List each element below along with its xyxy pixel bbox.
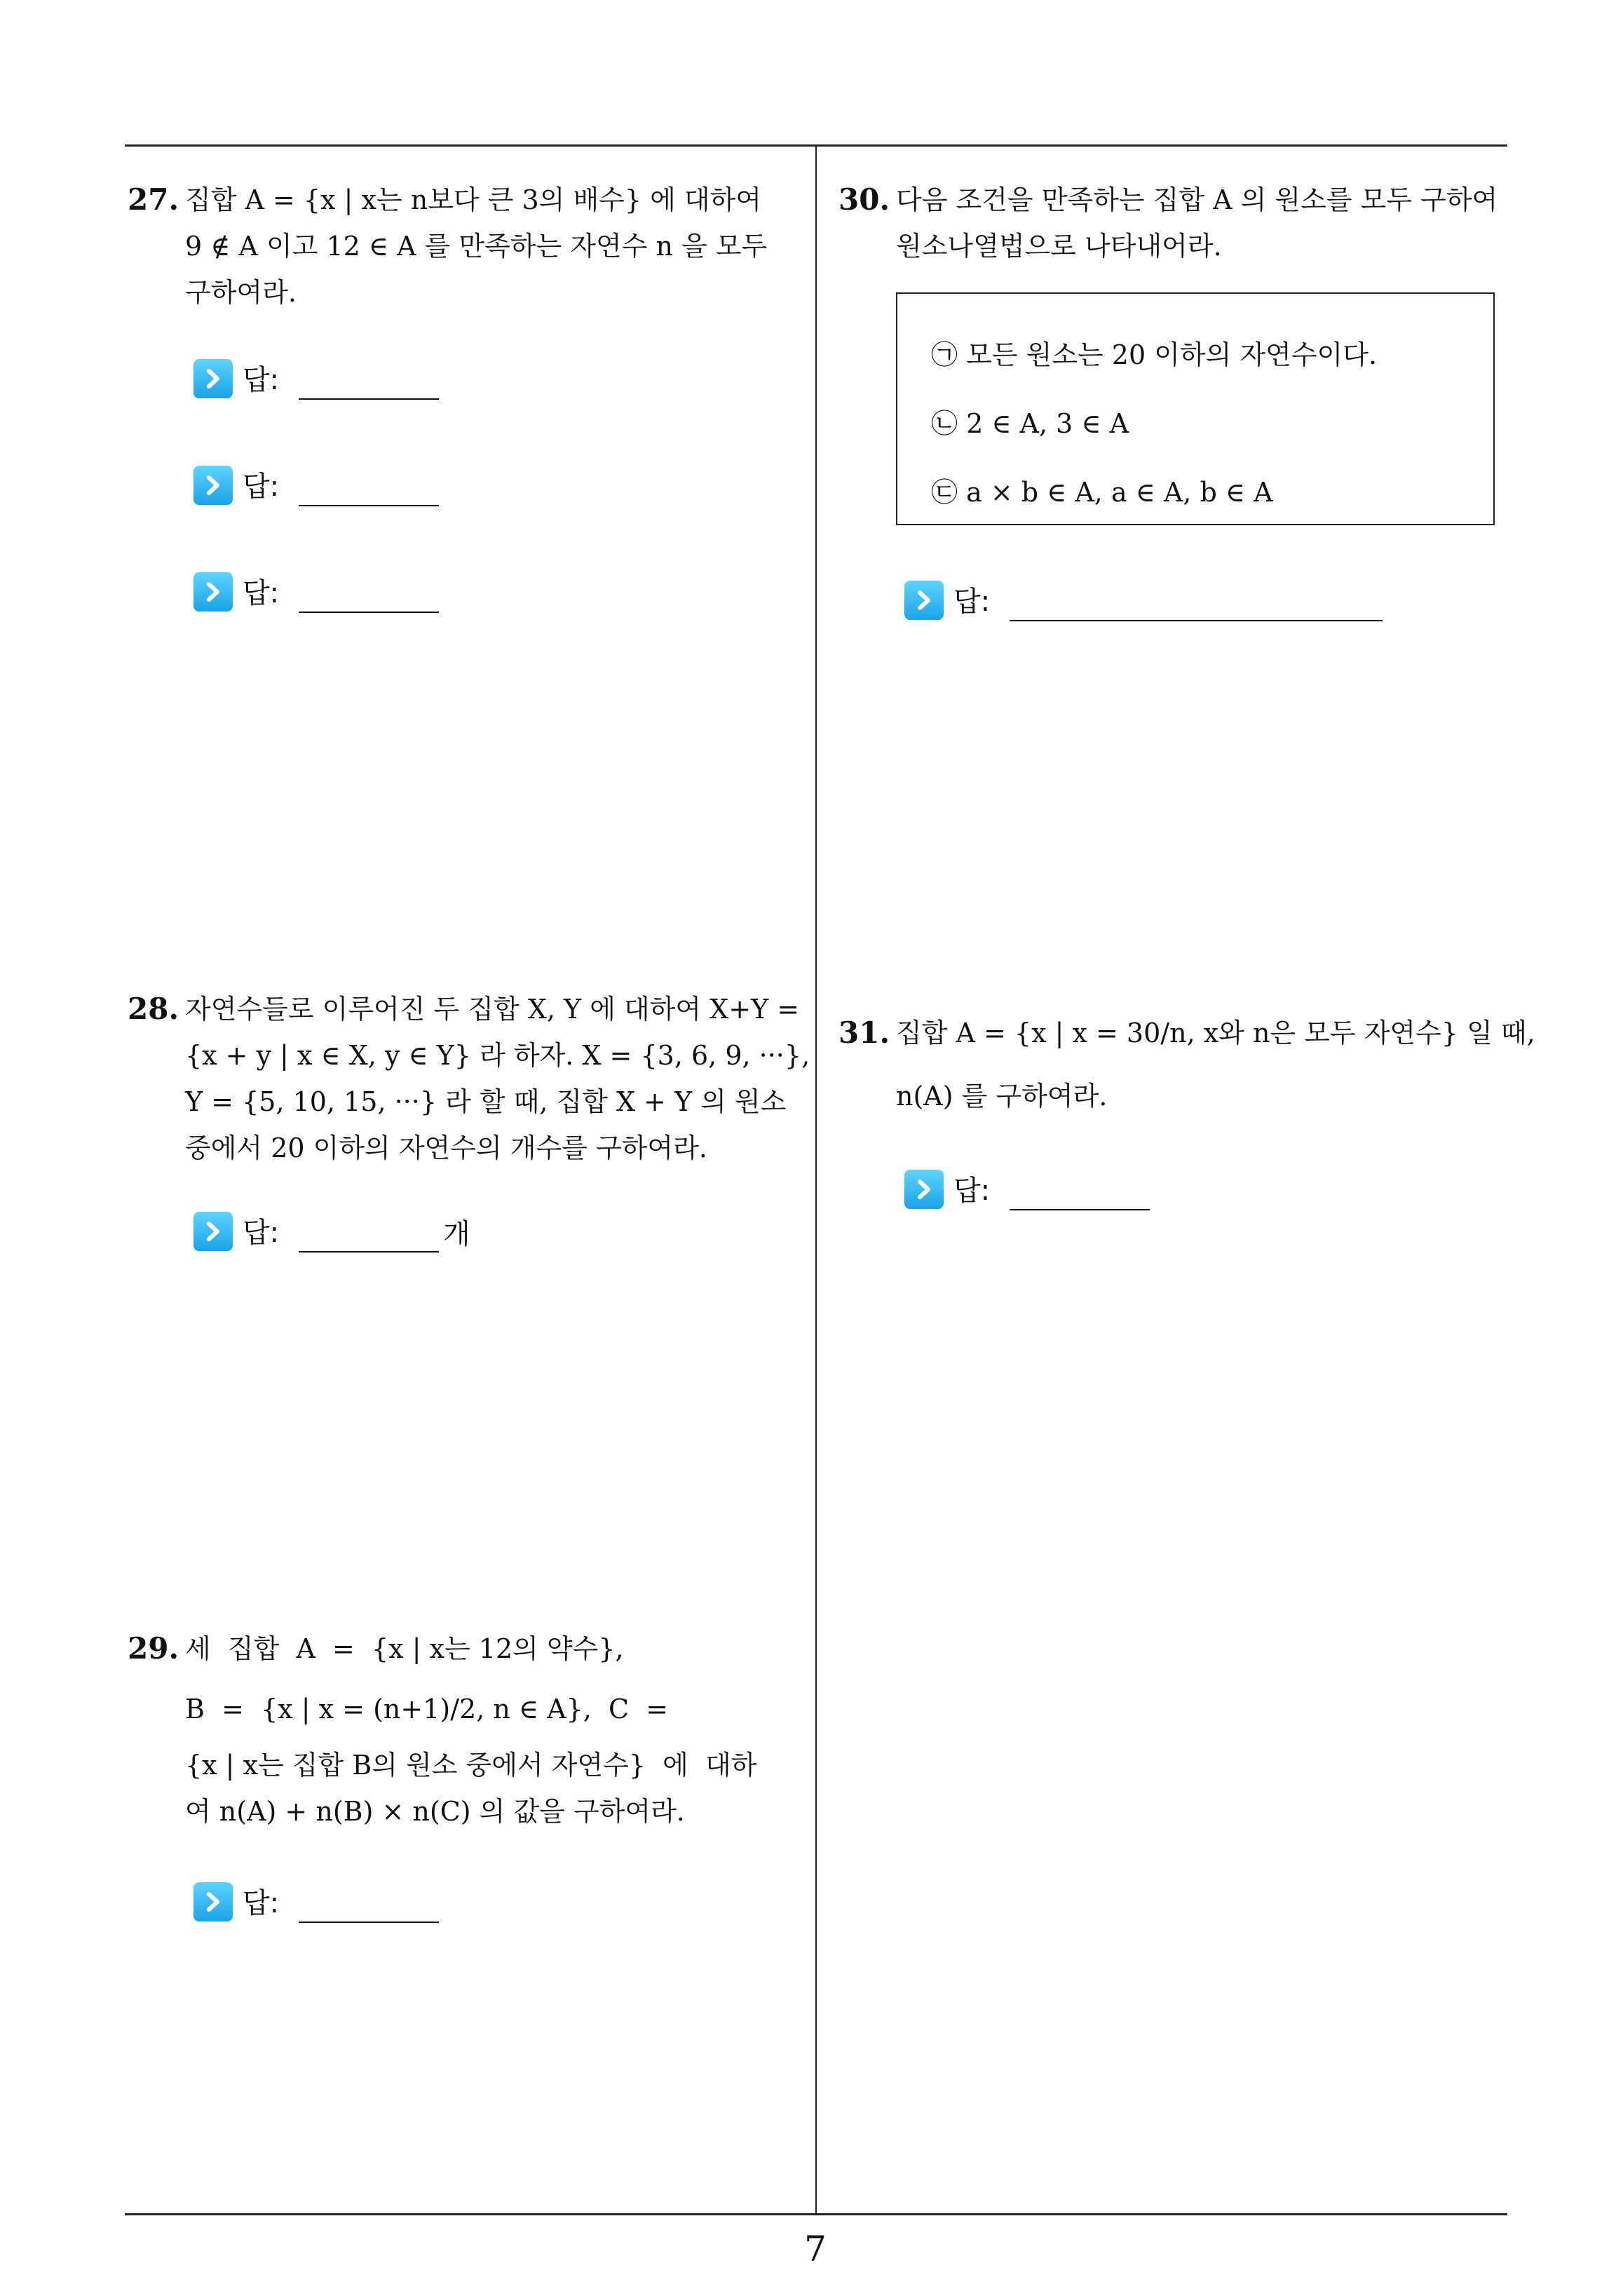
chevron-right-icon xyxy=(193,359,233,398)
answer-label: 답: xyxy=(243,577,280,609)
answer-label: 답: xyxy=(243,364,280,396)
answer-unit: 개 xyxy=(443,1218,470,1250)
answer-label: 답: xyxy=(953,1175,991,1207)
problem-number: 27. xyxy=(128,182,179,217)
condition-item: ㉠ 모든 원소는 20 이하의 자연수이다. xyxy=(931,339,1378,370)
problem-text-line: {x + y | x ∈ X, y ∈ Y} 라 하자. X = {3, 6, 9, ···}, xyxy=(185,1040,810,1071)
problem-number: 28. xyxy=(128,992,179,1026)
problem-number: 31. xyxy=(838,1015,890,1050)
chevron-right-icon xyxy=(193,466,233,505)
answer-blank[interactable] xyxy=(299,505,439,506)
chevron-right-icon xyxy=(193,1212,233,1251)
problem-text-line: 자연수들로 이루어진 두 집합 X, Y 에 대하여 X+Y = xyxy=(185,994,800,1025)
problem-text-line: Y = {5, 10, 15, ···} 라 할 때, 집합 X + Y 의 원소 xyxy=(185,1086,787,1117)
answer-blank[interactable] xyxy=(1010,1209,1150,1210)
answer-blank[interactable] xyxy=(299,1922,439,1923)
answer-label: 답: xyxy=(243,471,280,503)
column-divider xyxy=(815,144,817,2215)
answer-label: 답: xyxy=(243,1217,280,1249)
condition-box xyxy=(896,292,1495,525)
problem-text-line: 집합 A = {x | x는 n보다 큰 3의 배수} 에 대하여 xyxy=(185,184,762,215)
problem-number: 29. xyxy=(128,1631,179,1666)
chevron-right-icon xyxy=(904,1170,944,1209)
bottom-rule xyxy=(125,2213,1507,2215)
chevron-right-icon xyxy=(193,572,233,612)
problem-text-line: 다음 조건을 만족하는 집합 A 의 원소를 모두 구하여 xyxy=(896,184,1498,215)
problem-text-line: B = {x | x = (n+1)/2, n ∈ A}, C = xyxy=(185,1694,669,1724)
problem-text-line: 구하여라. xyxy=(185,277,297,308)
answer-blank[interactable] xyxy=(299,1251,439,1252)
answer-label: 답: xyxy=(953,586,991,618)
chevron-right-icon xyxy=(904,581,944,620)
problem-text-line: 여 n(A) + n(B) × n(C) 의 값을 구하여라. xyxy=(185,1796,685,1827)
problem-text-line: 원소나열법으로 나타내어라. xyxy=(896,231,1222,262)
answer-blank[interactable] xyxy=(1010,620,1383,621)
page-number: 7 xyxy=(804,2229,827,2269)
chevron-right-icon xyxy=(193,1882,233,1922)
problem-text-line: {x | x는 집합 B의 원소 중에서 자연수} 에 대하 xyxy=(185,1750,757,1781)
problem-text-line: 세 집합 A = {x | x는 12의 약수}, xyxy=(185,1633,624,1664)
problem-number: 30. xyxy=(838,182,890,217)
answer-label: 답: xyxy=(243,1887,280,1919)
problem-text-line: 9 ∉ A 이고 12 ∈ A 를 만족하는 자연수 n 을 모두 xyxy=(185,231,768,262)
condition-item: ㉢ a × b ∈ A, a ∈ A, b ∈ A xyxy=(931,477,1273,508)
condition-item: ㉡ 2 ∈ A, 3 ∈ A xyxy=(931,408,1129,439)
problem-text-line: 중에서 20 이하의 자연수의 개수를 구하여라. xyxy=(185,1133,707,1163)
problem-text-line: n(A) 를 구하여라. xyxy=(896,1081,1108,1112)
answer-blank[interactable] xyxy=(299,398,439,400)
problem-text-line: 집합 A = {x | x = 30/n, x와 n은 모두 자연수} 일 때, xyxy=(896,1018,1535,1048)
answer-blank[interactable] xyxy=(299,612,439,613)
